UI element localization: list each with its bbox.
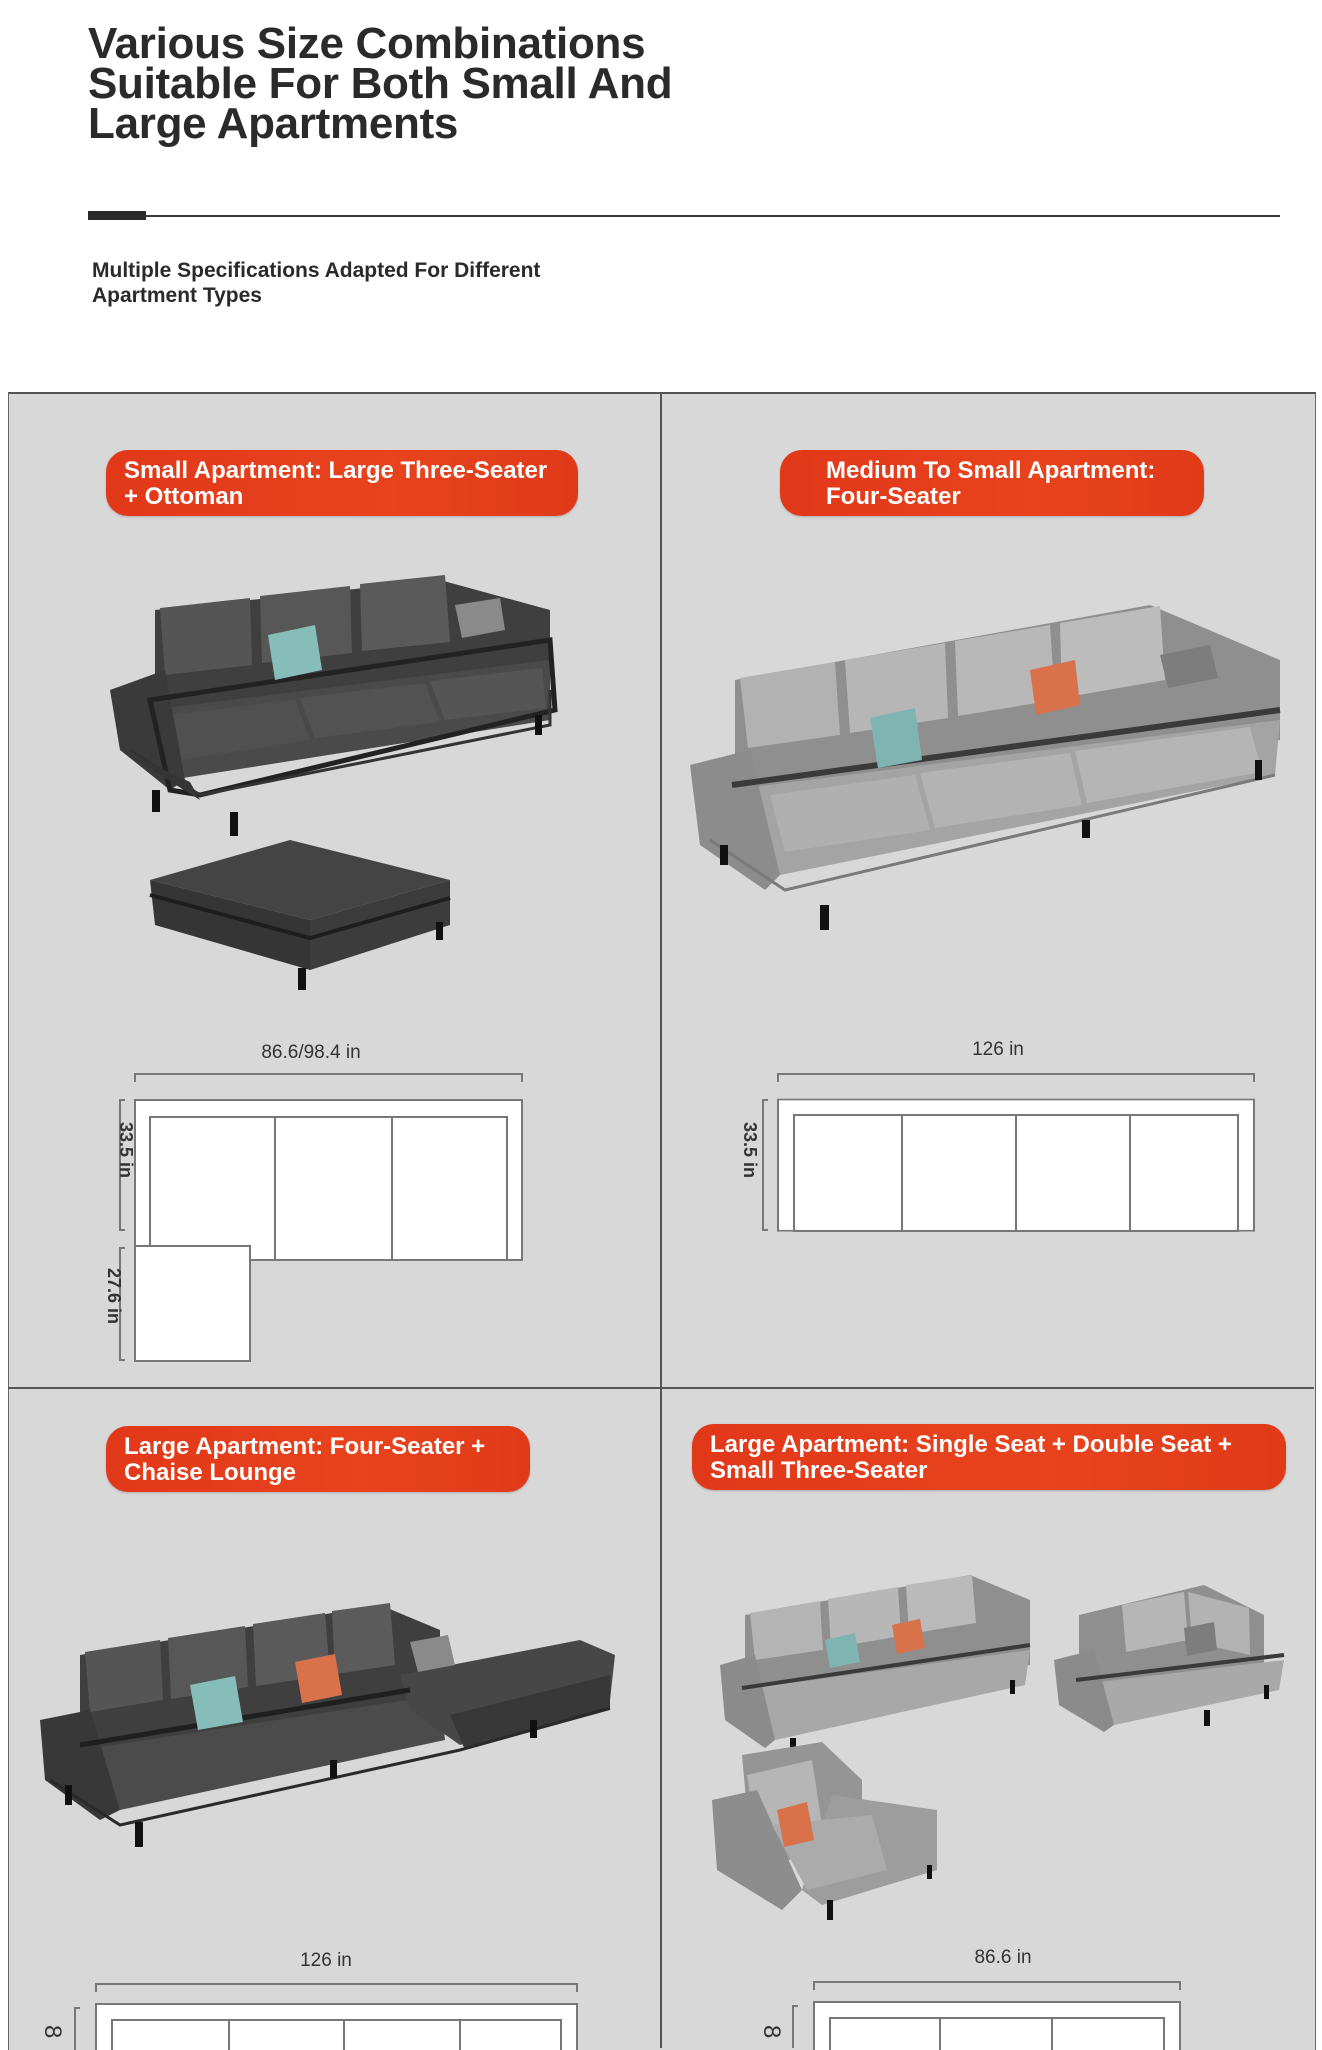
page-subtitle: Multiple Specifications Adapted For Different Apartment Types [92,259,541,307]
page-title: Various Size Combinations Suitable For Both Small And Large Apartments [88,19,673,148]
sofa-three-seater-light-image [720,1570,1040,1750]
sofa-four-seater-light-image [690,600,1280,940]
panel1-floorplan [110,1070,550,1370]
badge-medium-apartment: Medium To Small Apartment: Four-Seater [780,450,1204,516]
panel2-floorplan [760,1070,1260,1250]
panel3-width-label: 126 in [300,1950,352,1971]
panel2-width-label: 126 in [972,1039,1024,1060]
panel4-depth-label: 8 [758,2025,785,2039]
sofa-sectional-chaise-dark-image [40,1600,620,1860]
title-divider-accent [88,211,146,220]
panel4-width-label: 86.6 in [974,1947,1032,1968]
grid-divider-horizontal [8,1387,1314,1389]
sofa-double-seat-light-image [1054,1580,1294,1750]
panel2-depth-label: 33.5 in [740,1122,760,1179]
sofa-three-seater-dark-image [110,550,550,990]
grid-divider-vertical [660,392,662,2048]
panel1-ottoman-label: 27.6 in [104,1268,124,1325]
panel1-width-label: 86.6/98.4 in [261,1042,361,1063]
title-divider [88,215,1280,217]
badge-large-apartment-chaise: Large Apartment: Four-Seater + Chaise Lounge [106,1426,530,1492]
sofa-single-seat-light-image [712,1740,952,1930]
panel1-depth-label: 33.5 in [116,1122,136,1179]
badge-large-apartment-combo: Large Apartment: Single Seat + Double Seat + Small Three-Seater [692,1424,1286,1490]
panel4-floorplan [790,1978,1190,2038]
panel3-depth-label: 8 [39,2025,66,2039]
panel3-floorplan [72,1980,592,2040]
badge-small-apartment: Small Apartment: Large Three-Seater + Ottoman [106,450,578,516]
